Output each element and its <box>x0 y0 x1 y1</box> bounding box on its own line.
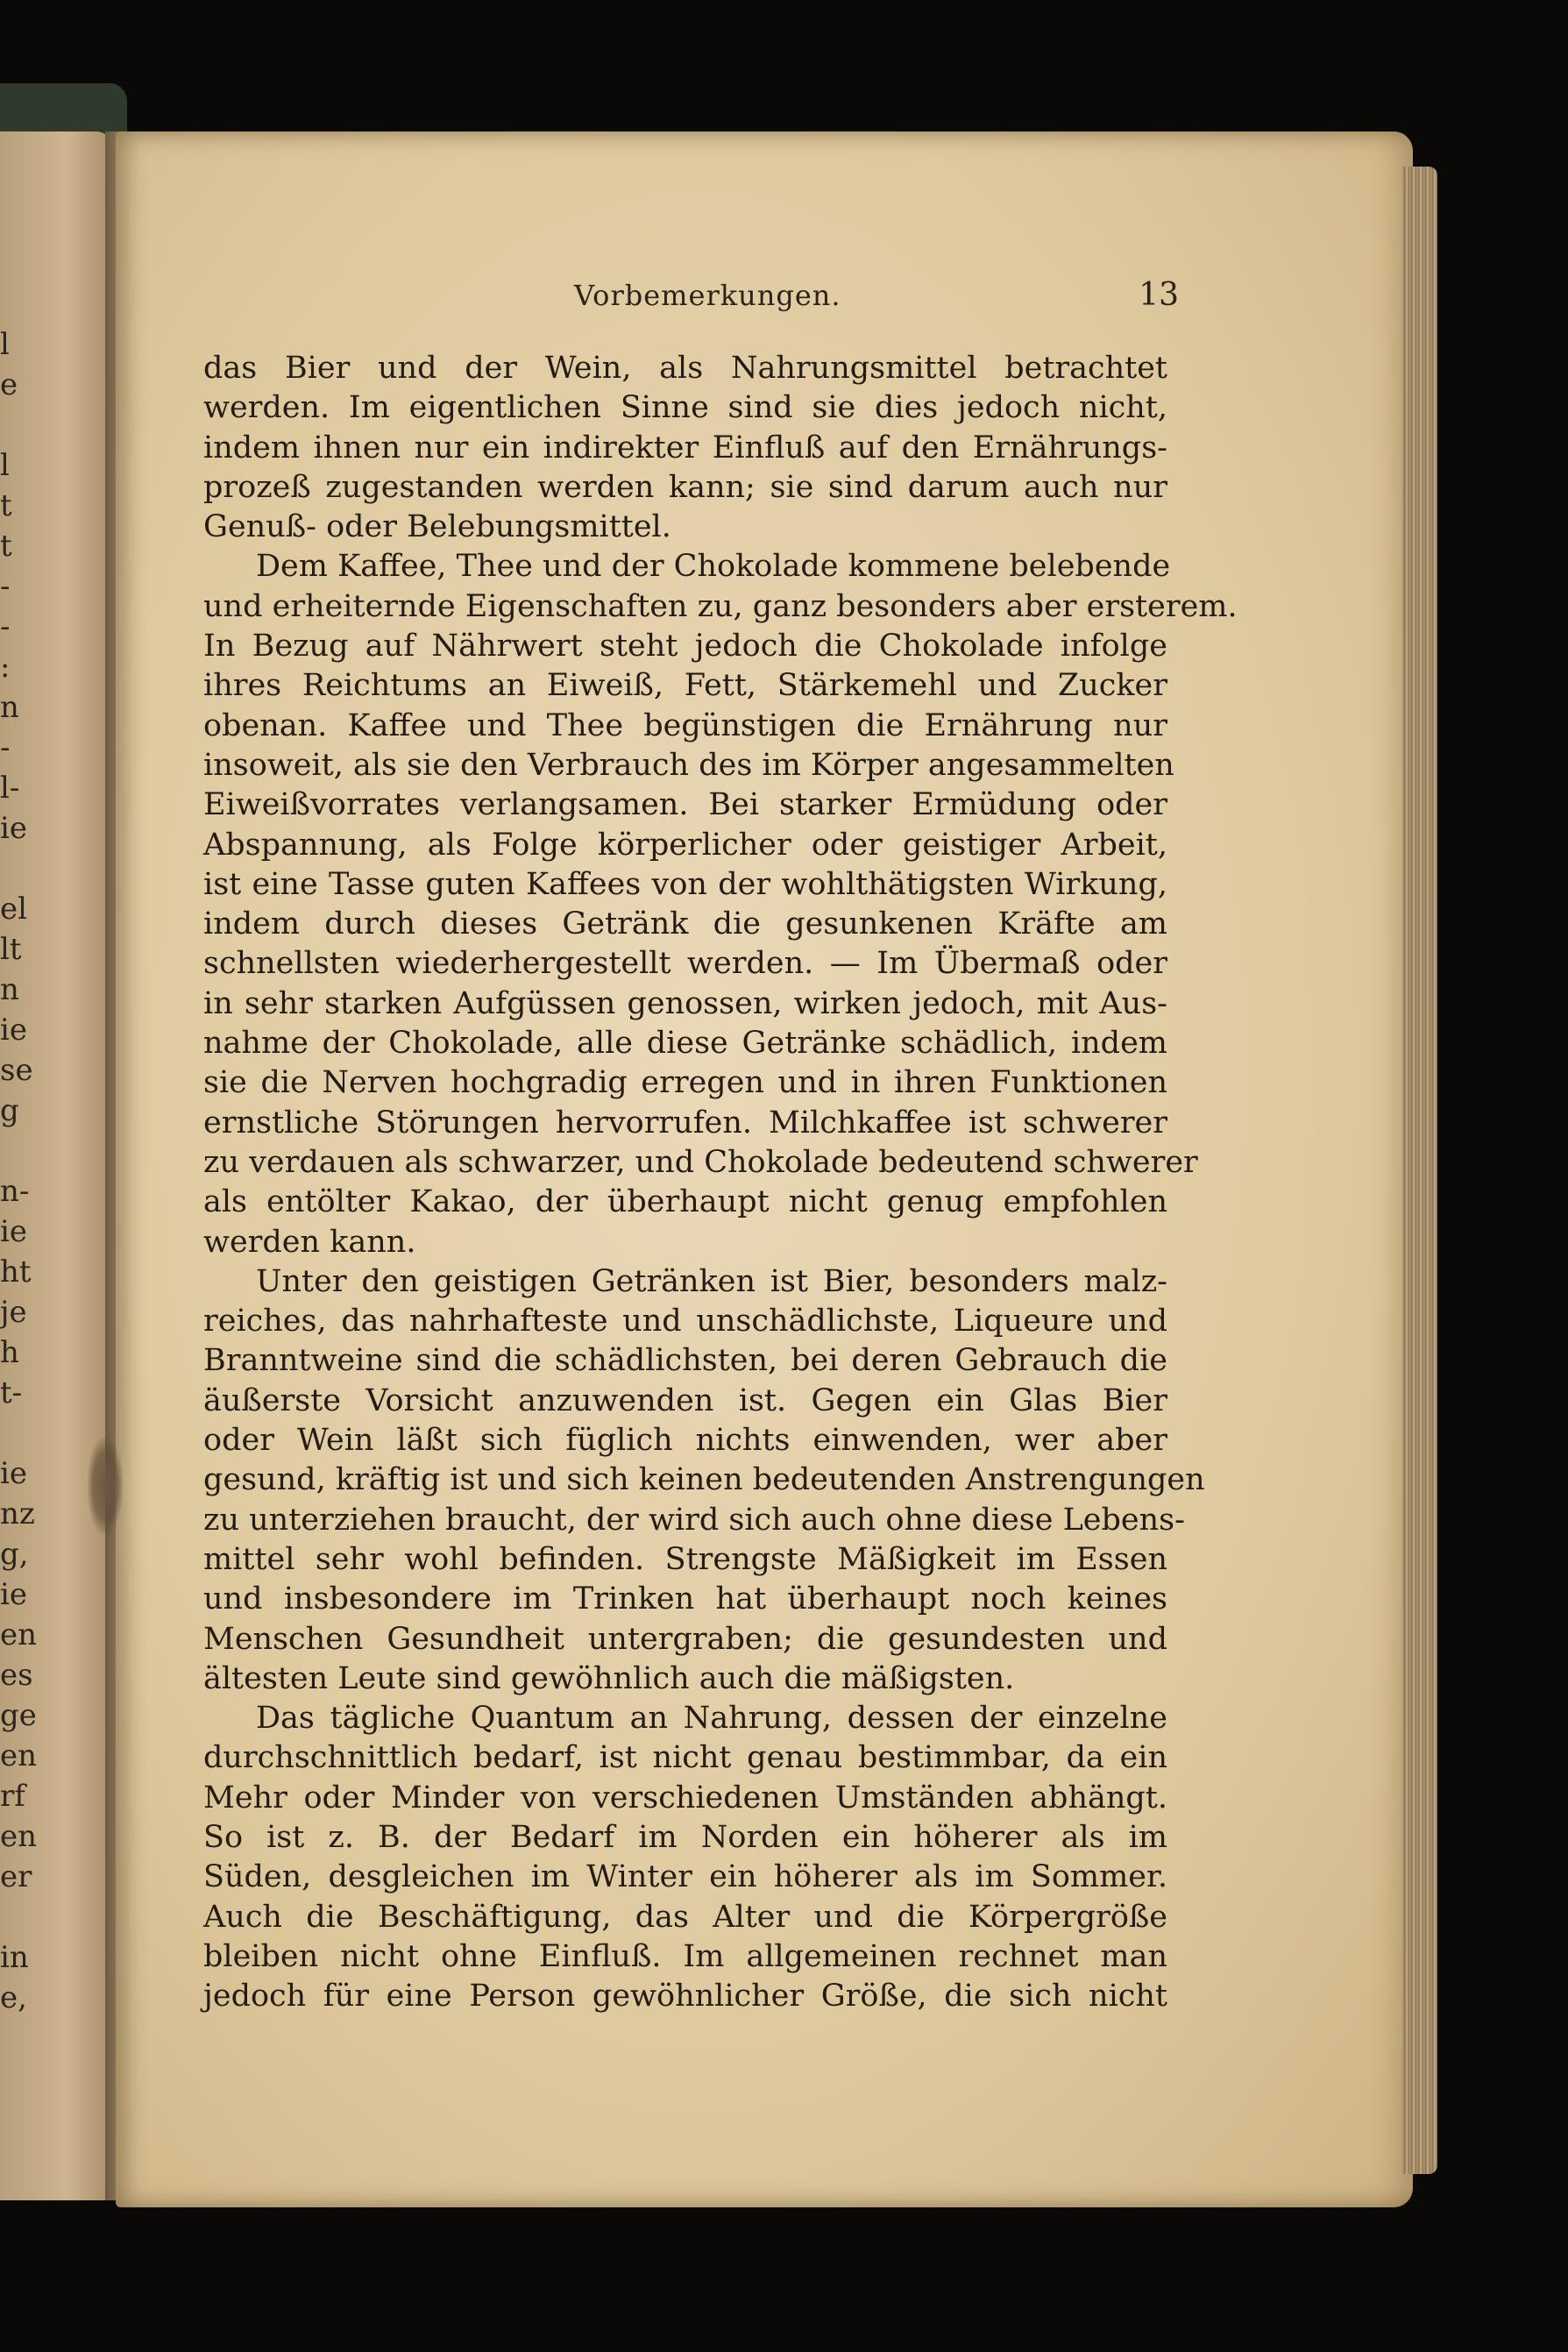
text-line: Das tägliche Quantum an Nahrung, dessen der einzelne <box>256 1701 1167 1737</box>
margin-fragment: n <box>0 690 19 725</box>
page-stain <box>88 1438 123 1534</box>
text-line: bleiben nicht ohne Einfluß. Im allgemeinen rechnet man <box>203 1938 1167 1974</box>
margin-fragment: ie <box>0 1577 27 1612</box>
margin-fragment: t <box>0 529 12 564</box>
text-line: Mehr oder Minder von verschiedenen Umständen abhängt. <box>203 1780 1167 1816</box>
page-number: 13 <box>1139 277 1179 313</box>
text-line: So ist z. B. der Bedarf im Norden ein höherer als im <box>203 1819 1167 1855</box>
margin-fragment: g, <box>0 1537 29 1572</box>
text-line: schnellsten wiederhergestellt werden. — Im Übermaß oder <box>203 946 1167 982</box>
text-line: jedoch für eine Person gewöhnlicher Größe, die sich nicht <box>203 1979 1167 2014</box>
text-line: werden kann. <box>203 1224 416 1260</box>
text-line: durchschnittlich bedarf, ist nicht genau bestimmbar, da ein <box>203 1740 1167 1776</box>
facing-page-text-fragments <box>0 324 38 2018</box>
margin-fragment: rf <box>0 1779 25 1814</box>
margin-fragment: el <box>0 892 27 927</box>
text-line: das Bier und der Wein, als Nahrungsmittel betrachtet <box>203 351 1167 386</box>
text-line: ist eine Tasse guten Kaffees von der wohlthätigsten Wirkung, <box>203 866 1167 902</box>
text-line: Abspannung, als Folge körperlicher oder geistiger Arbeit, <box>203 827 1167 863</box>
text-line: Süden, desgleichen im Winter ein höherer als im Sommer. <box>203 1859 1167 1895</box>
margin-fragment: ht <box>0 1254 32 1290</box>
margin-fragment: - <box>0 730 11 765</box>
margin-fragment: en <box>0 1738 38 1773</box>
margin-fragment <box>0 1131 35 1171</box>
text-line: obenan. Kaffee und Thee begünstigen die Ernährung nur <box>203 707 1167 743</box>
text-line: Unter den geistigen Getränken ist Bier, besonders malz- <box>256 1263 1167 1299</box>
margin-fragment: ie <box>0 811 27 846</box>
text-line: werden. Im eigentlichen Sinne sind sie dies jedoch nicht, <box>203 390 1167 426</box>
margin-fragment: en <box>0 1819 38 1854</box>
body-text <box>203 349 1238 2016</box>
margin-fragment <box>0 849 35 889</box>
margin-fragment: n- <box>0 1174 30 1209</box>
running-header: Vorbemerkungen. <box>574 279 841 312</box>
text-line: reiches, das nahrhafteste und unschädlichste, Liqueure und <box>203 1304 1167 1339</box>
margin-fragment: - <box>0 609 11 644</box>
margin-fragment <box>0 1897 35 1937</box>
margin-fragment: se <box>0 1053 33 1088</box>
margin-fragment: nz <box>0 1496 35 1531</box>
text-line: Genuß- oder Belebungsmittel. <box>203 509 671 545</box>
margin-fragment: t <box>0 488 12 523</box>
text-line: oder Wein läßt sich füglich nichts einwenden, wer aber <box>203 1423 1167 1459</box>
text-line: Branntweine sind die schädlichsten, bei deren Gebrauch die <box>203 1343 1167 1379</box>
margin-fragment: je <box>0 1295 27 1330</box>
margin-fragment: l- <box>0 771 20 806</box>
margin-fragment <box>0 1413 35 1453</box>
text-line: Dem Kaffee, Thee und der Chokolade kommene belebende <box>256 549 1171 585</box>
text-line: In Bezug auf Nährwert steht jedoch die Chokolade infolge <box>203 629 1167 664</box>
margin-fragment: : <box>0 650 11 685</box>
text-line: indem ihnen nur ein indirekter Einfluß auf den Ernährungs- <box>203 430 1167 465</box>
text-line: und insbesondere im Trinken hat überhaupt noch keines <box>203 1581 1167 1617</box>
text-line: Auch die Beschäftigung, das Alter und die Körpergröße <box>203 1899 1167 1935</box>
text-line: äußerste Vorsicht anzuwenden ist. Gegen ein Glas Bier <box>203 1382 1167 1418</box>
margin-fragment: e, <box>0 1980 27 2015</box>
text-line: gesund, kräftig ist und sich keinen bedeutenden Anstrengungen <box>203 1462 1205 1498</box>
margin-fragment: es <box>0 1658 33 1693</box>
text-line: ernstliche Störungen hervorrufen. Milchkaffee ist schwerer <box>203 1105 1167 1140</box>
margin-fragment: h <box>0 1335 19 1370</box>
text-line: insoweit, als sie den Verbrauch des im Körper angesammelten <box>203 747 1174 783</box>
text-line: Menschen Gesundheit untergraben; die gesundesten und <box>203 1621 1167 1657</box>
text-line: und erheiternde Eigenschaften zu, ganz besonders aber ersterem. <box>203 588 1238 624</box>
margin-fragment: en <box>0 1617 38 1652</box>
text-line: Eiweißvorrates verlangsamen. Bei starker Ermüdung oder <box>203 787 1167 823</box>
text-line: zu unterziehen braucht, der wird sich auch ohne diese Lebens- <box>203 1502 1185 1538</box>
margin-fragment: n <box>0 972 19 1007</box>
margin-fragment: lt <box>0 932 22 967</box>
text-line: als entölter Kakao, der überhaupt nicht genug empfohlen <box>203 1184 1167 1220</box>
text-line: zu verdauen als schwarzer, und Chokolade bedeutend schwerer <box>203 1144 1198 1180</box>
margin-fragment: ie <box>0 1013 27 1048</box>
margin-fragment: t- <box>0 1375 23 1410</box>
text-line: ältesten Leute sind gewöhnlich auch die mäßigsten. <box>203 1660 1015 1696</box>
text-line: sie die Nerven hochgradig erregen und in ihren Funktionen <box>203 1065 1167 1101</box>
margin-fragment: g <box>0 1093 19 1128</box>
margin-fragment: ie <box>0 1456 27 1491</box>
margin-fragment: ge <box>0 1698 37 1733</box>
text-line: ihres Reichtums an Eiweiß, Fett, Stärkemehl und Zucker <box>203 668 1167 704</box>
margin-fragment: - <box>0 569 11 604</box>
page-edges <box>1402 167 1437 2174</box>
text-line: mittel sehr wohl befinden. Strengste Mäßigkeit im Essen <box>203 1541 1167 1577</box>
margin-fragment: er <box>0 1859 32 1894</box>
margin-fragment: l <box>0 448 10 483</box>
margin-fragment <box>0 405 35 445</box>
margin-fragment: in <box>0 1940 29 1975</box>
margin-fragment: e <box>0 367 18 402</box>
text-line: nahme der Chokolade, alle diese Getränke schädlich, indem <box>203 1026 1167 1062</box>
text-line: in sehr starken Aufgüssen genossen, wirken jedoch, mit Aus- <box>203 985 1167 1021</box>
text-line: prozeß zugestanden werden kann; sie sind darum auch nur <box>203 469 1167 505</box>
margin-fragment: ie <box>0 1214 27 1249</box>
margin-fragment: l <box>0 327 10 362</box>
text-line: indem durch dieses Getränk die gesunkenen Kräfte am <box>203 906 1167 942</box>
